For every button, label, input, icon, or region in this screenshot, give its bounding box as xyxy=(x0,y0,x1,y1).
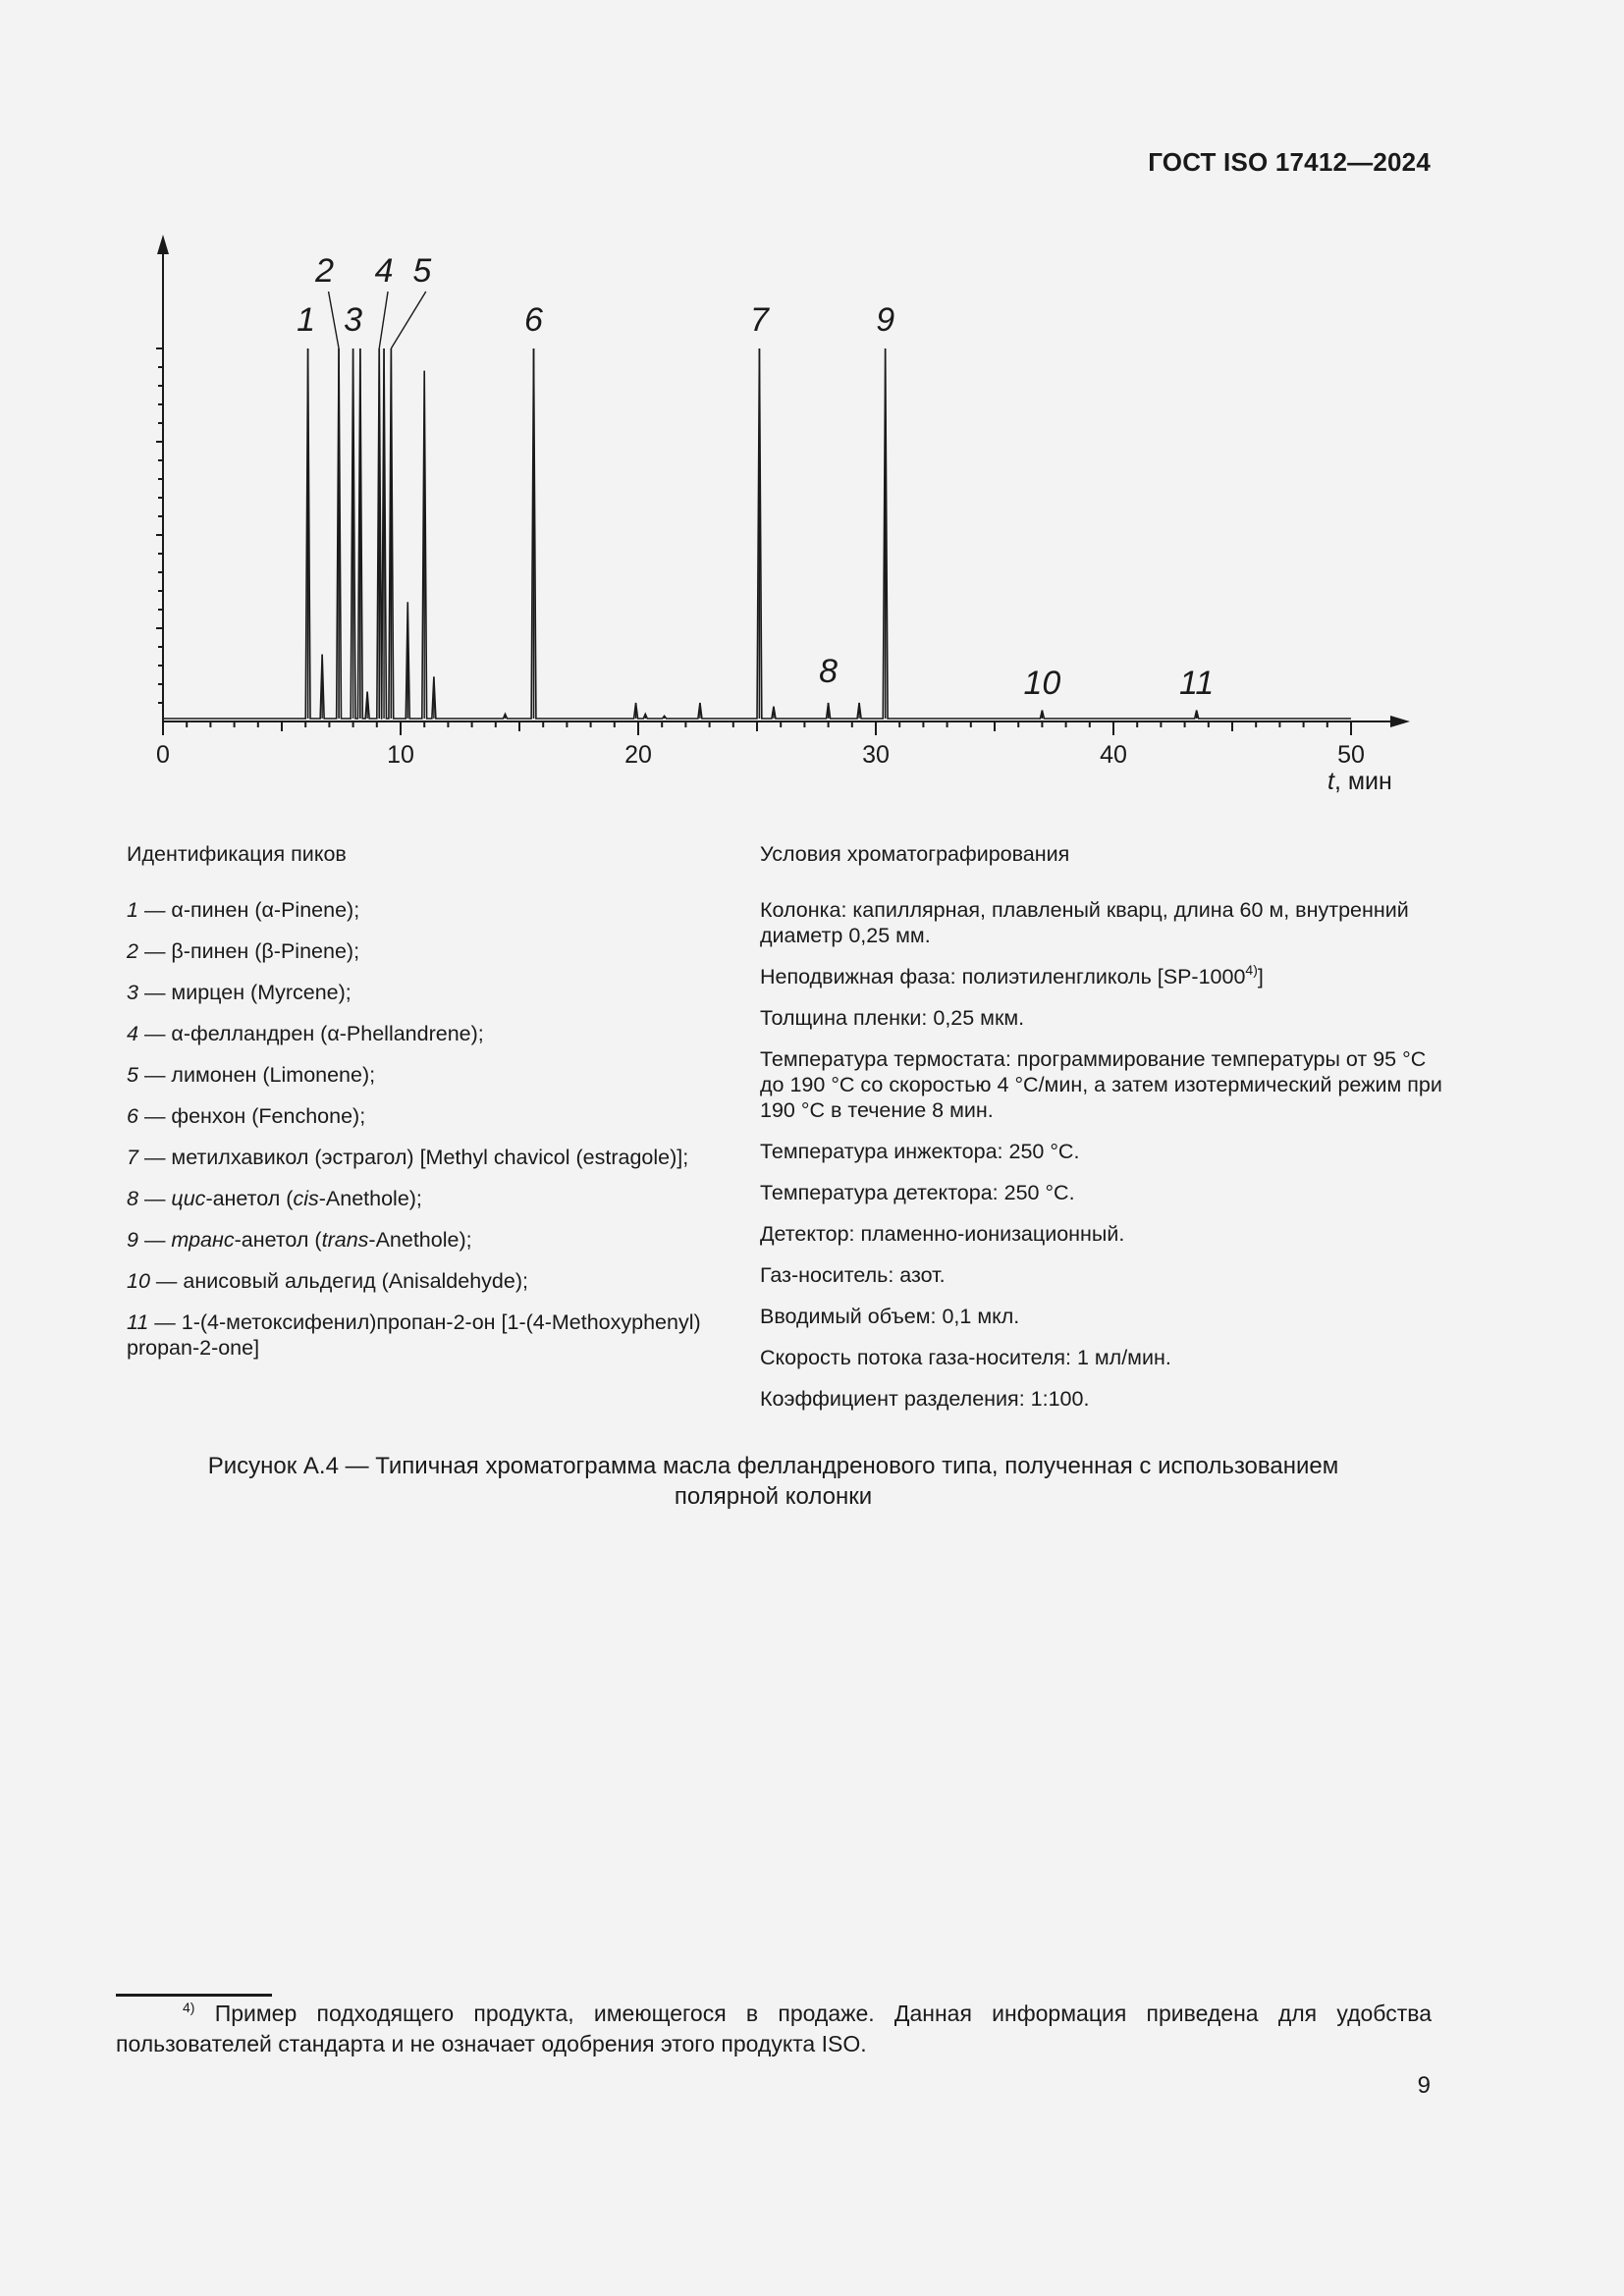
peak-item-1: 1 — α-пинен (α-Pinene); xyxy=(127,898,360,922)
x-tick-label: 30 xyxy=(862,741,890,769)
y-axis xyxy=(156,235,169,721)
figure-caption-line2: полярной колонки xyxy=(674,1483,873,1510)
peak-label-8: 8 xyxy=(819,653,839,690)
peak-item-number: 2 xyxy=(127,939,138,963)
chromatography-conditions xyxy=(760,841,1447,1427)
peak-identification xyxy=(127,841,735,1376)
peak-item-number: 4 xyxy=(127,1022,138,1045)
peak-item-6: 6 — фенхон (Fenchone); xyxy=(127,1104,366,1128)
peak-item-number: 1 xyxy=(127,898,138,922)
condition-split-ratio: Коэффициент разделения: 1:100. xyxy=(760,1387,1090,1411)
peak-leader-4 xyxy=(379,292,388,348)
peak-label-7: 7 xyxy=(749,301,769,339)
peak-label-1: 1 xyxy=(297,301,316,339)
peak-labels xyxy=(297,252,1214,719)
peak-item-9: 9 — транс-анетол (trans-Anethole); xyxy=(127,1228,472,1252)
x-tick-label: 20 xyxy=(624,741,652,769)
document-code: ГОСТ ISO 17412—2024 xyxy=(1148,147,1431,177)
peak-item-4: 4 — α-фелландрен (α-Phellandrene); xyxy=(127,1022,484,1045)
peak-item-number: 7 xyxy=(127,1146,138,1169)
x-axis-title-unit: , мин xyxy=(1333,768,1392,795)
x-tick-label: 50 xyxy=(1337,741,1365,769)
x-tick-label: 0 xyxy=(156,741,170,769)
peak-item-number: 9 xyxy=(127,1228,138,1252)
peak-item-10: 10 — анисовый альдегид (Anisaldehyde); xyxy=(127,1269,528,1293)
x-tick-label: 40 xyxy=(1100,741,1127,769)
footnote-text: Пример подходящего продукта, имеющегося в продаже. Данная информация приведена для удобства пользователей стандарта и не означает одобрения этого продукта ISO. xyxy=(116,2001,1432,2056)
x-tick-label: 10 xyxy=(387,741,414,769)
peak-label-3: 3 xyxy=(344,301,363,339)
peak-identification-title: Идентификация пиков xyxy=(127,842,347,866)
peak-label-6: 6 xyxy=(524,301,543,339)
peak-item-number: 11 xyxy=(127,1310,149,1334)
footnote-marker: 4) xyxy=(183,2000,195,2015)
peak-item-7: 7 — метилхавикол (эстрагол) [Methyl chavicol (estragole)]; xyxy=(127,1146,689,1169)
condition-injector-temperature: Температура инжектора: 250 °С. xyxy=(760,1140,1080,1163)
footnote-separator xyxy=(116,1994,272,1997)
condition-flow-rate: Скорость потока газа-носителя: 1 мл/мин. xyxy=(760,1346,1171,1369)
condition-carrier-gas: Газ-носитель: азот. xyxy=(760,1263,946,1287)
chromatogram-trace xyxy=(163,348,1351,719)
peak-label-2: 2 xyxy=(315,252,335,290)
peak-leader-2 xyxy=(329,292,340,348)
condition-film-thickness: Толщина пленки: 0,25 мкм. xyxy=(760,1006,1025,1030)
peak-item-11: 11 — 1-(4-метоксифенил)пропан-2-он [1-(4-Methoxyphenyl) propan-2-one] xyxy=(127,1310,701,1360)
peak-item-8: 8 — цис-анетол (cis-Anethole); xyxy=(127,1187,422,1210)
peak-leader-5 xyxy=(391,292,425,348)
peak-item-number: 6 xyxy=(127,1104,138,1128)
peak-item-2: 2 — β-пинен (β-Pinene); xyxy=(127,939,360,963)
conditions-title: Условия хроматографирования xyxy=(760,842,1070,866)
figure-caption-line1: Рисунок А.4 — Типичная хроматограмма масла фелландренового типа, полученная с использованием xyxy=(207,1453,1339,1479)
peak-item-5: 5 — лимонен (Limonene); xyxy=(127,1063,376,1087)
peak-label-10: 10 xyxy=(1023,665,1061,702)
peak-item-number: 5 xyxy=(127,1063,138,1087)
x-axis-title-symbol: t xyxy=(1327,768,1334,795)
peak-list xyxy=(127,897,735,1361)
condition-column: Колонка: капиллярная, плавленый кварц, длина 60 м, внутренний диаметр 0,25 мм. xyxy=(760,898,1409,947)
peak-item-number: 3 xyxy=(127,981,138,1004)
condition-detector-temperature: Температура детектора: 250 °С. xyxy=(760,1181,1075,1204)
condition-detector: Детектор: пламенно-ионизационный. xyxy=(760,1222,1125,1246)
x-axis xyxy=(156,716,1410,769)
peak-item-number: 10 xyxy=(127,1269,150,1293)
peak-label-5: 5 xyxy=(412,252,432,290)
peak-label-9: 9 xyxy=(876,301,895,339)
condition-oven-temperature: Температура термостата: программирование температуры от 95 °С до 190 °С со скоростью 4 °С/мин, а затем изотермический режим при 190 °С в течение 8 мин. xyxy=(760,1047,1442,1122)
condition-injection-volume: Вводимый объем: 0,1 мкл. xyxy=(760,1305,1020,1328)
chromatogram-chart xyxy=(98,231,1414,810)
peak-label-11: 11 xyxy=(1179,665,1215,702)
peak-label-4: 4 xyxy=(374,252,394,290)
figure-caption xyxy=(127,1451,1420,1512)
peak-item-number: 8 xyxy=(127,1187,138,1210)
page-number: 9 xyxy=(1417,2072,1431,2099)
peak-item-3: 3 — мирцен (Myrcene); xyxy=(127,981,352,1004)
x-axis-arrow xyxy=(1390,716,1410,727)
footnote xyxy=(116,1999,1432,2059)
condition-stationary-phase: Неподвижная фаза: полиэтиленгликоль [SP-1000$^{4)}$] xyxy=(760,962,1264,988)
y-axis-arrow xyxy=(157,235,169,254)
x-axis-title xyxy=(1327,768,1392,795)
